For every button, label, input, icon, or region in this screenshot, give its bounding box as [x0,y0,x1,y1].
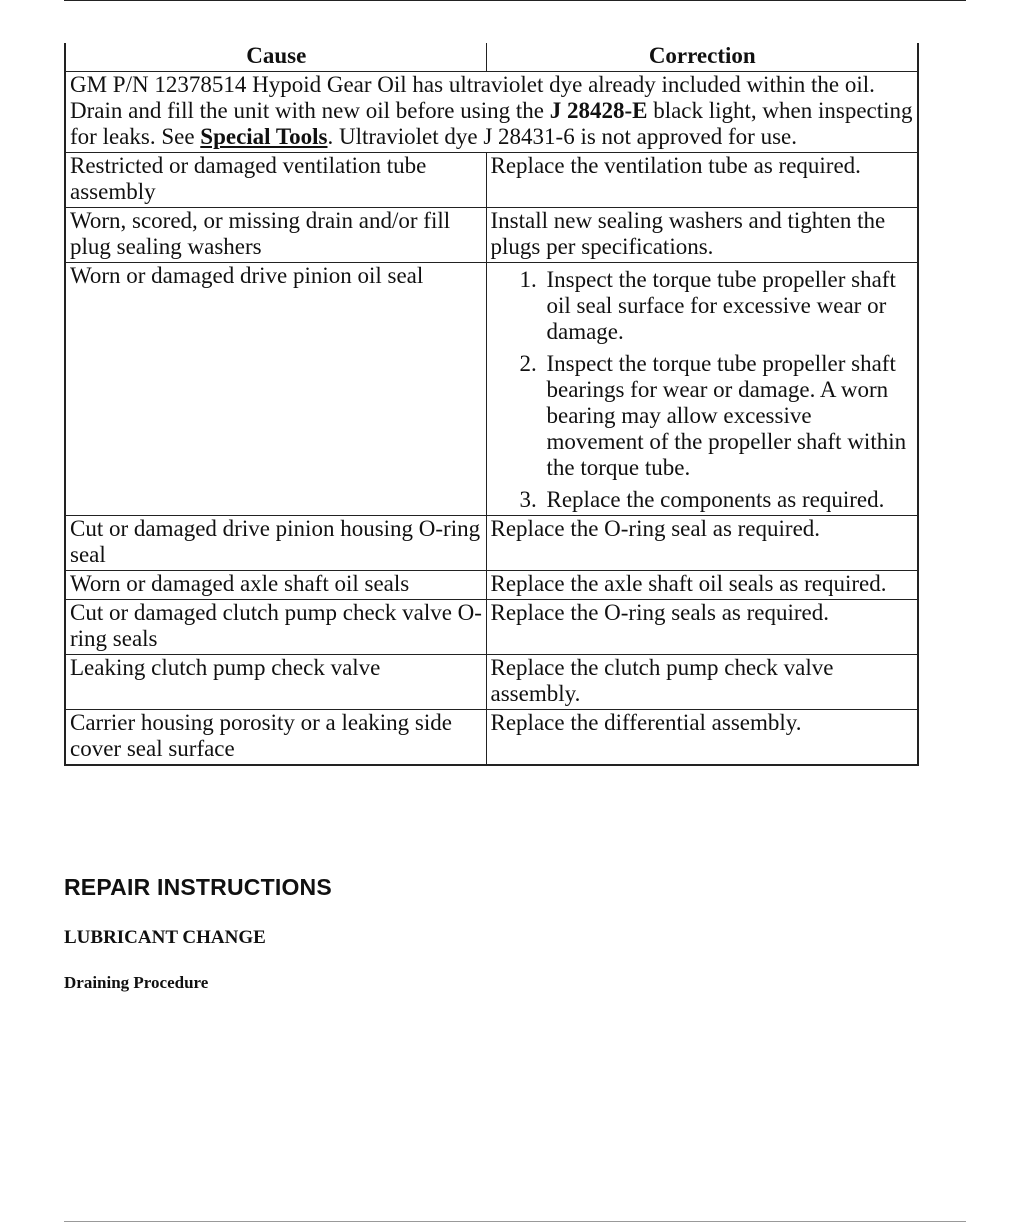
cause-cell: Restricted or damaged ventilation tube assembly [65,153,486,208]
cause-cell: Carrier housing porosity or a leaking side cover seal surface [65,710,486,766]
dye-note-line2 [70,98,914,150]
cause-cell: Cut or damaged clutch pump check valve O-ring seals [65,600,486,655]
cause-cell: Worn or damaged axle shaft oil seals [65,571,486,600]
table-row [65,655,918,710]
table-row [65,263,918,516]
dye-note-text: black light, when inspecting for leaks. See [70,98,913,149]
table-row-note [65,72,918,153]
table-row [65,710,918,766]
top-rule [64,0,966,1]
cause-header: Cause [65,43,486,72]
correction-step: 2. Inspect the torque tube propeller shaft bearings for wear or damage. A worn bearing may allow excessive movement of the propeller shaft within the torque tube. [543,351,915,481]
dye-note-line1: GM P/N 12378514 Hypoid Gear Oil has ultraviolet dye already included within the oil. [70,72,875,97]
diagnosis-table [64,43,919,766]
repair-instructions-heading: REPAIR INSTRUCTIONS [64,874,332,900]
dye-note-text: . Ultraviolet dye J 28431-6 is not approved for use. [327,124,797,149]
cause-cell: Worn or damaged drive pinion oil seal [65,263,486,516]
correction-step: 1. Inspect the torque tube propeller shaft oil seal surface for excessive wear or damage. [543,267,915,345]
table-header-row [65,43,918,72]
draining-procedure-heading: Draining Procedure [64,973,209,992]
bottom-rule [64,1221,966,1222]
table-row [65,571,918,600]
correction-cell [486,263,918,516]
correction-cell: Replace the ventilation tube as required. [486,153,918,208]
dye-note [65,72,918,153]
cause-cell: Worn, scored, or missing drain and/or fill plug sealing washers [65,208,486,263]
lubricant-change-heading: LUBRICANT CHANGE [64,927,266,948]
table-row [65,208,918,263]
correction-step: 3. Replace the components as required. [543,487,915,513]
correction-cell: Replace the O-ring seals as required. [486,600,918,655]
cause-cell: Cut or damaged drive pinion housing O-ring seal [65,516,486,571]
table-row [65,600,918,655]
special-tools-link[interactable]: Special Tools [200,124,328,149]
correction-cell: Install new sealing washers and tighten the plugs per specifications. [486,208,918,263]
table-row [65,153,918,208]
black-light-tool: J 28428-E [549,98,648,123]
correction-steps [491,267,915,513]
cause-cell: Leaking clutch pump check valve [65,655,486,710]
correction-cell: Replace the axle shaft oil seals as required. [486,571,918,600]
correction-header: Correction [486,43,918,72]
correction-cell: Replace the O-ring seal as required. [486,516,918,571]
table-row [65,516,918,571]
correction-cell: Replace the clutch pump check valve assembly. [486,655,918,710]
dye-note-text: Drain and fill the unit with new oil before using the [70,98,550,123]
correction-cell: Replace the differential assembly. [486,710,918,766]
